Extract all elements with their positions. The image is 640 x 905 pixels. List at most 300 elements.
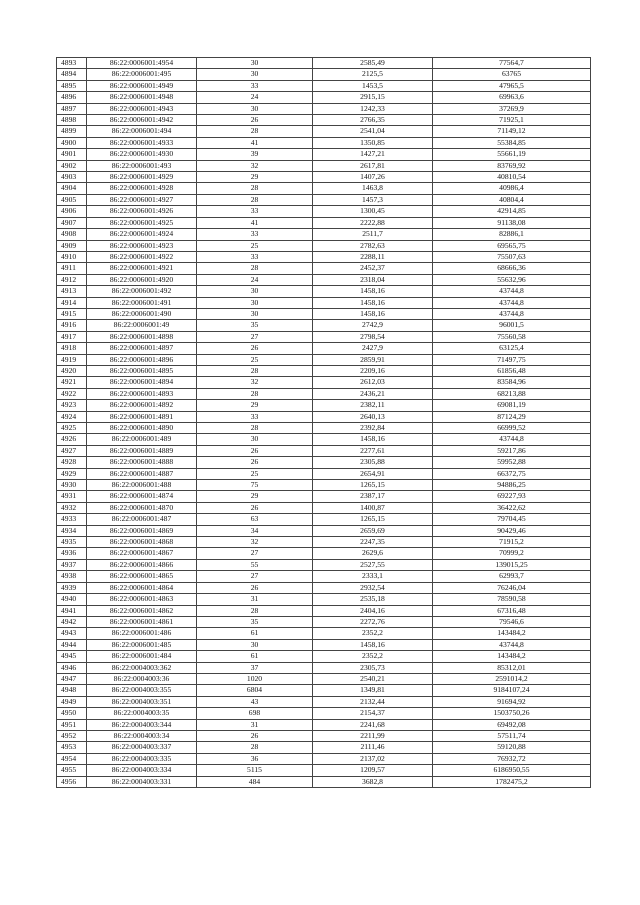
value-cell: 69565,75 xyxy=(433,240,591,251)
table-row xyxy=(57,183,591,194)
rate-cell: 2742,9 xyxy=(313,320,433,331)
rate-cell: 2154,37 xyxy=(313,708,433,719)
value-cell: 47965,5 xyxy=(433,80,591,91)
area-cell: 32 xyxy=(197,377,313,388)
value-cell: 57511,74 xyxy=(433,730,591,741)
rate-cell: 2209,16 xyxy=(313,365,433,376)
table-row xyxy=(57,719,591,730)
rate-cell: 1458,16 xyxy=(313,308,433,319)
row-number-cell: 4894 xyxy=(57,69,87,80)
area-cell: 32 xyxy=(197,537,313,548)
area-cell: 28 xyxy=(197,742,313,753)
row-number-cell: 4904 xyxy=(57,183,87,194)
cadastral-number-cell: 86:22:0006001:4927 xyxy=(87,194,197,205)
cadastral-number-cell: 86:22:0006001:4897 xyxy=(87,343,197,354)
table-row xyxy=(57,331,591,342)
area-cell: 75 xyxy=(197,480,313,491)
row-number-cell: 4930 xyxy=(57,480,87,491)
row-number-cell: 4955 xyxy=(57,765,87,776)
cadastral-number-cell: 86:22:0006001:487 xyxy=(87,514,197,525)
cadastral-number-cell: 86:22:0006001:4865 xyxy=(87,571,197,582)
cadastral-number-cell: 86:22:0006001:4861 xyxy=(87,616,197,627)
rate-cell: 1407,26 xyxy=(313,172,433,183)
value-cell: 76246,04 xyxy=(433,582,591,593)
cadastral-number-cell: 86:22:0006001:4930 xyxy=(87,149,197,160)
rate-cell: 1457,3 xyxy=(313,194,433,205)
rate-cell: 1463,8 xyxy=(313,183,433,194)
table-row xyxy=(57,742,591,753)
rate-cell: 2629,6 xyxy=(313,548,433,559)
row-number-cell: 4940 xyxy=(57,594,87,605)
row-number-cell: 4944 xyxy=(57,639,87,650)
cadastral-number-cell: 86:22:0006001:495 xyxy=(87,69,197,80)
table-row xyxy=(57,776,591,787)
value-cell: 143484,2 xyxy=(433,651,591,662)
table-row xyxy=(57,137,591,148)
table-row xyxy=(57,594,591,605)
row-number-cell: 4932 xyxy=(57,502,87,513)
area-cell: 30 xyxy=(197,69,313,80)
row-number-cell: 4935 xyxy=(57,537,87,548)
cadastral-number-cell: 86:22:0004003:337 xyxy=(87,742,197,753)
table-row xyxy=(57,537,591,548)
row-number-cell: 4917 xyxy=(57,331,87,342)
area-cell: 43 xyxy=(197,696,313,707)
value-cell: 71925,1 xyxy=(433,115,591,126)
value-cell: 59952,88 xyxy=(433,457,591,468)
rate-cell: 1300,45 xyxy=(313,206,433,217)
row-number-cell: 4920 xyxy=(57,365,87,376)
row-number-cell: 4950 xyxy=(57,708,87,719)
rate-cell: 1427,21 xyxy=(313,149,433,160)
row-number-cell: 4902 xyxy=(57,160,87,171)
value-cell: 71149,12 xyxy=(433,126,591,137)
rate-cell: 1349,81 xyxy=(313,685,433,696)
row-number-cell: 4936 xyxy=(57,548,87,559)
value-cell: 78590,58 xyxy=(433,594,591,605)
rate-cell: 2211,99 xyxy=(313,730,433,741)
table-row xyxy=(57,411,591,422)
cadastral-number-cell: 86:22:0006001:4874 xyxy=(87,491,197,502)
area-cell: 36 xyxy=(197,753,313,764)
area-cell: 33 xyxy=(197,229,313,240)
table-row xyxy=(57,491,591,502)
value-cell: 79704,45 xyxy=(433,514,591,525)
area-cell: 28 xyxy=(197,183,313,194)
area-cell: 27 xyxy=(197,331,313,342)
cadastral-number-cell: 86:22:0006001:4954 xyxy=(87,58,197,69)
table-row xyxy=(57,651,591,662)
table-row xyxy=(57,662,591,673)
row-number-cell: 4923 xyxy=(57,400,87,411)
table-row xyxy=(57,58,591,69)
rate-cell: 2452,37 xyxy=(313,263,433,274)
row-number-cell: 4933 xyxy=(57,514,87,525)
rate-cell: 2640,13 xyxy=(313,411,433,422)
value-cell: 96001,5 xyxy=(433,320,591,331)
value-cell: 59120,88 xyxy=(433,742,591,753)
rate-cell: 2659,69 xyxy=(313,525,433,536)
table-row xyxy=(57,69,591,80)
area-cell: 1020 xyxy=(197,673,313,684)
value-cell: 62993,7 xyxy=(433,571,591,582)
value-cell: 66372,75 xyxy=(433,468,591,479)
row-number-cell: 4913 xyxy=(57,286,87,297)
table-row xyxy=(57,160,591,171)
area-cell: 25 xyxy=(197,354,313,365)
value-cell: 55661,19 xyxy=(433,149,591,160)
row-number-cell: 4945 xyxy=(57,651,87,662)
value-cell: 43744,8 xyxy=(433,297,591,308)
value-cell: 40804,4 xyxy=(433,194,591,205)
rate-cell: 1209,57 xyxy=(313,765,433,776)
cadastral-number-cell: 86:22:0006001:494 xyxy=(87,126,197,137)
value-cell: 71497,75 xyxy=(433,354,591,365)
cadastral-number-cell: 86:22:0006001:4866 xyxy=(87,559,197,570)
value-cell: 43744,8 xyxy=(433,308,591,319)
area-cell: 26 xyxy=(197,502,313,513)
table-row xyxy=(57,115,591,126)
area-cell: 33 xyxy=(197,411,313,422)
cadastral-number-cell: 86:22:0006001:4869 xyxy=(87,525,197,536)
table-row xyxy=(57,753,591,764)
cadastral-number-cell: 86:22:0006001:4925 xyxy=(87,217,197,228)
row-number-cell: 4947 xyxy=(57,673,87,684)
area-cell: 41 xyxy=(197,217,313,228)
table-row xyxy=(57,582,591,593)
table-row xyxy=(57,673,591,684)
row-number-cell: 4907 xyxy=(57,217,87,228)
area-cell: 30 xyxy=(197,434,313,445)
row-number-cell: 4919 xyxy=(57,354,87,365)
area-cell: 28 xyxy=(197,263,313,274)
cadastral-number-cell: 86:22:0006001:4895 xyxy=(87,365,197,376)
row-number-cell: 4956 xyxy=(57,776,87,787)
table-row xyxy=(57,514,591,525)
rate-cell: 2111,46 xyxy=(313,742,433,753)
value-cell: 76932,72 xyxy=(433,753,591,764)
rate-cell: 2247,35 xyxy=(313,537,433,548)
rate-cell: 2932,54 xyxy=(313,582,433,593)
data-table xyxy=(56,57,591,788)
row-number-cell: 4906 xyxy=(57,206,87,217)
rate-cell: 2382,11 xyxy=(313,400,433,411)
rate-cell: 1458,16 xyxy=(313,639,433,650)
value-cell: 69492,08 xyxy=(433,719,591,730)
area-cell: 41 xyxy=(197,137,313,148)
table-row xyxy=(57,480,591,491)
area-cell: 30 xyxy=(197,297,313,308)
row-number-cell: 4951 xyxy=(57,719,87,730)
row-number-cell: 4914 xyxy=(57,297,87,308)
row-number-cell: 4903 xyxy=(57,172,87,183)
table-row xyxy=(57,400,591,411)
value-cell: 63125,4 xyxy=(433,343,591,354)
rate-cell: 2125,5 xyxy=(313,69,433,80)
rate-cell: 3682,8 xyxy=(313,776,433,787)
area-cell: 26 xyxy=(197,582,313,593)
area-cell: 25 xyxy=(197,240,313,251)
cadastral-number-cell: 86:22:0006001:4929 xyxy=(87,172,197,183)
cadastral-number-cell: 86:22:0006001:490 xyxy=(87,308,197,319)
value-cell: 37269,9 xyxy=(433,103,591,114)
table-row xyxy=(57,685,591,696)
cadastral-number-cell: 86:22:0006001:4924 xyxy=(87,229,197,240)
cadastral-number-cell: 86:22:0006001:4868 xyxy=(87,537,197,548)
rate-cell: 2404,16 xyxy=(313,605,433,616)
rate-cell: 2333,1 xyxy=(313,571,433,582)
area-cell: 24 xyxy=(197,274,313,285)
table-row xyxy=(57,172,591,183)
rate-cell: 2511,7 xyxy=(313,229,433,240)
row-number-cell: 4922 xyxy=(57,388,87,399)
area-cell: 34 xyxy=(197,525,313,536)
area-cell: 698 xyxy=(197,708,313,719)
cadastral-number-cell: 86:22:0006001:49 xyxy=(87,320,197,331)
row-number-cell: 4918 xyxy=(57,343,87,354)
rate-cell: 2352,2 xyxy=(313,651,433,662)
value-cell: 43744,8 xyxy=(433,434,591,445)
row-number-cell: 4900 xyxy=(57,137,87,148)
value-cell: 68213,88 xyxy=(433,388,591,399)
value-cell: 61856,48 xyxy=(433,365,591,376)
cadastral-number-cell: 86:22:0006001:4921 xyxy=(87,263,197,274)
value-cell: 143484,2 xyxy=(433,628,591,639)
table-row xyxy=(57,423,591,434)
value-cell: 70999,2 xyxy=(433,548,591,559)
table-row xyxy=(57,365,591,376)
cadastral-number-cell: 86:22:0006001:4891 xyxy=(87,411,197,422)
cadastral-number-cell: 86:22:0004003:35 xyxy=(87,708,197,719)
area-cell: 35 xyxy=(197,320,313,331)
value-cell: 42914,85 xyxy=(433,206,591,217)
rate-cell: 1350,85 xyxy=(313,137,433,148)
row-number-cell: 4899 xyxy=(57,126,87,137)
row-number-cell: 4893 xyxy=(57,58,87,69)
rate-cell: 2288,11 xyxy=(313,251,433,262)
rate-cell: 2859,91 xyxy=(313,354,433,365)
table-row xyxy=(57,263,591,274)
area-cell: 33 xyxy=(197,80,313,91)
cadastral-number-cell: 86:22:0004003:355 xyxy=(87,685,197,696)
area-cell: 28 xyxy=(197,423,313,434)
table-row xyxy=(57,308,591,319)
cadastral-number-cell: 86:22:0006001:4870 xyxy=(87,502,197,513)
table-row xyxy=(57,457,591,468)
table-row xyxy=(57,730,591,741)
table-row xyxy=(57,229,591,240)
rate-cell: 2277,61 xyxy=(313,445,433,456)
row-number-cell: 4910 xyxy=(57,251,87,262)
rate-cell: 2540,21 xyxy=(313,673,433,684)
value-cell: 55632,96 xyxy=(433,274,591,285)
rate-cell: 2137,02 xyxy=(313,753,433,764)
value-cell: 91138,08 xyxy=(433,217,591,228)
table-row xyxy=(57,377,591,388)
row-number-cell: 4916 xyxy=(57,320,87,331)
cadastral-number-cell: 86:22:0006001:4893 xyxy=(87,388,197,399)
table-row xyxy=(57,708,591,719)
rate-cell: 2782,63 xyxy=(313,240,433,251)
row-number-cell: 4953 xyxy=(57,742,87,753)
cadastral-number-cell: 86:22:0004003:334 xyxy=(87,765,197,776)
rate-cell: 2387,17 xyxy=(313,491,433,502)
area-cell: 61 xyxy=(197,651,313,662)
value-cell: 75507,63 xyxy=(433,251,591,262)
cadastral-number-cell: 86:22:0006001:488 xyxy=(87,480,197,491)
table-row xyxy=(57,103,591,114)
area-cell: 28 xyxy=(197,365,313,376)
rate-cell: 2535,18 xyxy=(313,594,433,605)
area-cell: 26 xyxy=(197,445,313,456)
area-cell: 26 xyxy=(197,457,313,468)
row-number-cell: 4938 xyxy=(57,571,87,582)
area-cell: 61 xyxy=(197,628,313,639)
table-row xyxy=(57,240,591,251)
row-number-cell: 4939 xyxy=(57,582,87,593)
table-body xyxy=(57,58,591,788)
table-row xyxy=(57,354,591,365)
area-cell: 26 xyxy=(197,115,313,126)
row-number-cell: 4909 xyxy=(57,240,87,251)
row-number-cell: 4954 xyxy=(57,753,87,764)
cadastral-number-cell: 86:22:0006001:4862 xyxy=(87,605,197,616)
table-row xyxy=(57,548,591,559)
row-number-cell: 4942 xyxy=(57,616,87,627)
row-number-cell: 4928 xyxy=(57,457,87,468)
value-cell: 77564,7 xyxy=(433,58,591,69)
rate-cell: 2305,88 xyxy=(313,457,433,468)
row-number-cell: 4934 xyxy=(57,525,87,536)
value-cell: 6186950,55 xyxy=(433,765,591,776)
area-cell: 27 xyxy=(197,548,313,559)
row-number-cell: 4925 xyxy=(57,423,87,434)
row-number-cell: 4921 xyxy=(57,377,87,388)
cadastral-number-cell: 86:22:0006001:4863 xyxy=(87,594,197,605)
cadastral-number-cell: 86:22:0004003:335 xyxy=(87,753,197,764)
value-cell: 9184107,24 xyxy=(433,685,591,696)
rate-cell: 1453,5 xyxy=(313,80,433,91)
rate-cell: 2617,81 xyxy=(313,160,433,171)
value-cell: 79546,6 xyxy=(433,616,591,627)
table-row xyxy=(57,297,591,308)
rate-cell: 2392,84 xyxy=(313,423,433,434)
value-cell: 69081,19 xyxy=(433,400,591,411)
table-row xyxy=(57,286,591,297)
table-row xyxy=(57,765,591,776)
cadastral-number-cell: 86:22:0006001:4943 xyxy=(87,103,197,114)
rate-cell: 1458,16 xyxy=(313,297,433,308)
area-cell: 28 xyxy=(197,388,313,399)
cadastral-number-cell: 86:22:0006001:486 xyxy=(87,628,197,639)
area-cell: 33 xyxy=(197,206,313,217)
cadastral-number-cell: 86:22:0004003:362 xyxy=(87,662,197,673)
area-cell: 29 xyxy=(197,400,313,411)
rate-cell: 2318,04 xyxy=(313,274,433,285)
value-cell: 139015,25 xyxy=(433,559,591,570)
area-cell: 25 xyxy=(197,468,313,479)
cadastral-number-cell: 86:22:0006001:4928 xyxy=(87,183,197,194)
rate-cell: 1242,33 xyxy=(313,103,433,114)
area-cell: 30 xyxy=(197,308,313,319)
row-number-cell: 4915 xyxy=(57,308,87,319)
row-number-cell: 4896 xyxy=(57,92,87,103)
value-cell: 69963,6 xyxy=(433,92,591,103)
area-cell: 5115 xyxy=(197,765,313,776)
cadastral-number-cell: 86:22:0006001:4892 xyxy=(87,400,197,411)
row-number-cell: 4931 xyxy=(57,491,87,502)
document-page xyxy=(56,57,590,788)
rate-cell: 2305,73 xyxy=(313,662,433,673)
area-cell: 28 xyxy=(197,126,313,137)
cadastral-number-cell: 86:22:0006001:484 xyxy=(87,651,197,662)
rate-cell: 2654,91 xyxy=(313,468,433,479)
table-row xyxy=(57,92,591,103)
table-row xyxy=(57,502,591,513)
cadastral-number-cell: 86:22:0006001:492 xyxy=(87,286,197,297)
table-row xyxy=(57,126,591,137)
cadastral-number-cell: 86:22:0006001:4922 xyxy=(87,251,197,262)
row-number-cell: 4941 xyxy=(57,605,87,616)
value-cell: 83769,92 xyxy=(433,160,591,171)
value-cell: 87124,29 xyxy=(433,411,591,422)
table-row xyxy=(57,571,591,582)
table-row xyxy=(57,217,591,228)
row-number-cell: 4949 xyxy=(57,696,87,707)
cadastral-number-cell: 86:22:0006001:4896 xyxy=(87,354,197,365)
value-cell: 83584,96 xyxy=(433,377,591,388)
rate-cell: 1458,16 xyxy=(313,434,433,445)
table-row xyxy=(57,251,591,262)
row-number-cell: 4924 xyxy=(57,411,87,422)
row-number-cell: 4897 xyxy=(57,103,87,114)
table-row xyxy=(57,445,591,456)
table-row xyxy=(57,628,591,639)
area-cell: 63 xyxy=(197,514,313,525)
table-row xyxy=(57,320,591,331)
rate-cell: 2436,21 xyxy=(313,388,433,399)
row-number-cell: 4912 xyxy=(57,274,87,285)
table-row xyxy=(57,468,591,479)
area-cell: 30 xyxy=(197,286,313,297)
row-number-cell: 4937 xyxy=(57,559,87,570)
rate-cell: 2612,03 xyxy=(313,377,433,388)
value-cell: 75560,58 xyxy=(433,331,591,342)
area-cell: 39 xyxy=(197,149,313,160)
area-cell: 55 xyxy=(197,559,313,570)
row-number-cell: 4911 xyxy=(57,263,87,274)
table-row xyxy=(57,559,591,570)
rate-cell: 2798,54 xyxy=(313,331,433,342)
area-cell: 28 xyxy=(197,194,313,205)
cadastral-number-cell: 86:22:0006001:4864 xyxy=(87,582,197,593)
row-number-cell: 4905 xyxy=(57,194,87,205)
rate-cell: 2241,68 xyxy=(313,719,433,730)
table-row xyxy=(57,605,591,616)
value-cell: 1503750,26 xyxy=(433,708,591,719)
cadastral-number-cell: 86:22:0006001:4949 xyxy=(87,80,197,91)
area-cell: 31 xyxy=(197,594,313,605)
value-cell: 68666,36 xyxy=(433,263,591,274)
row-number-cell: 4901 xyxy=(57,149,87,160)
rate-cell: 1400,87 xyxy=(313,502,433,513)
area-cell: 27 xyxy=(197,571,313,582)
table-row xyxy=(57,194,591,205)
value-cell: 69227,93 xyxy=(433,491,591,502)
value-cell: 36422,62 xyxy=(433,502,591,513)
cadastral-number-cell: 86:22:0006001:4923 xyxy=(87,240,197,251)
table-row xyxy=(57,80,591,91)
